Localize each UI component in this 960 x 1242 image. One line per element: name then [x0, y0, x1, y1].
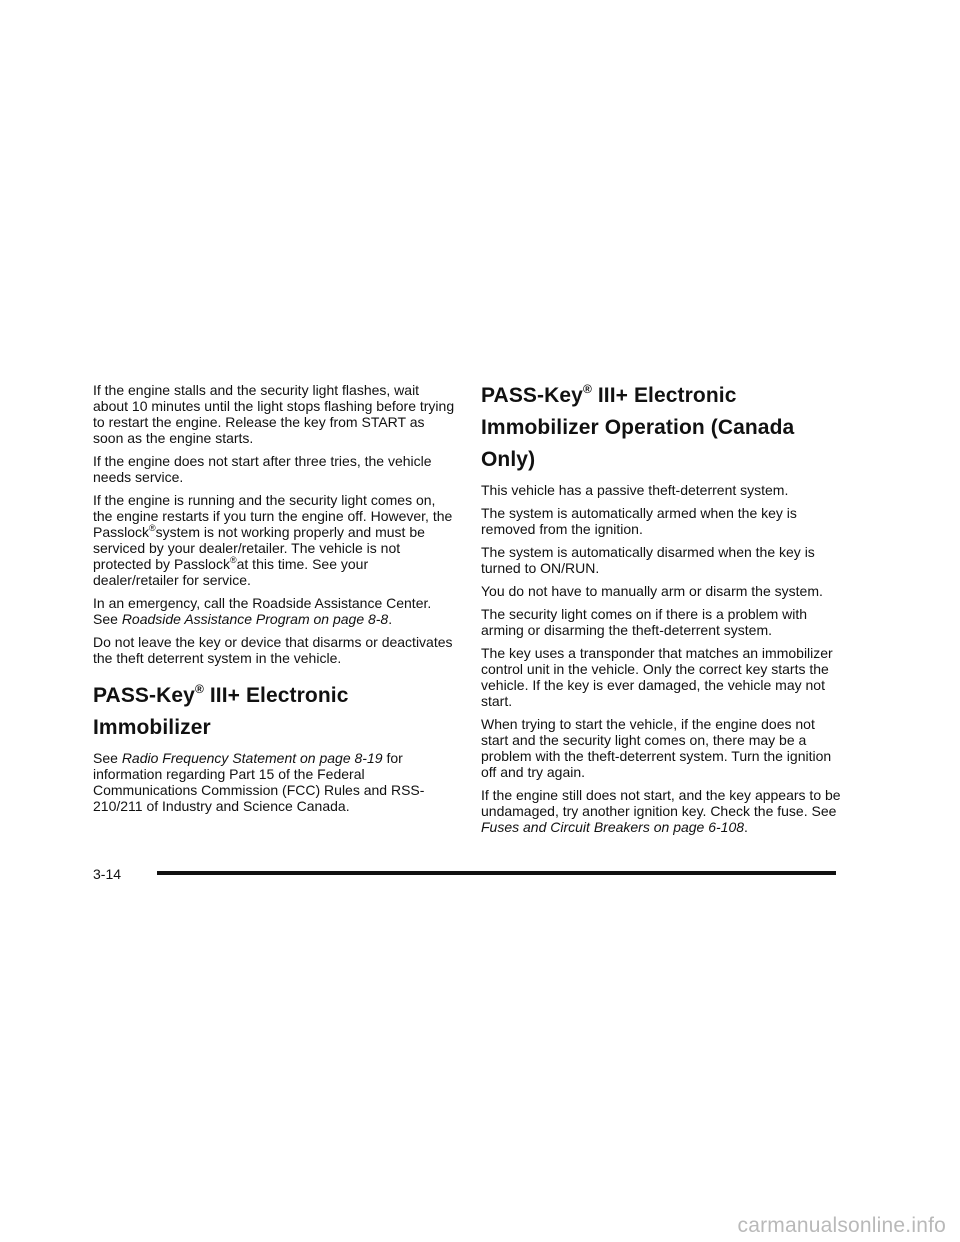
paragraph-auto-disarmed: The system is automatically disarmed when the key is turned to ON/RUN. [481, 544, 815, 576]
section-heading-immobilizer-operation [481, 380, 843, 476]
right-column [481, 380, 843, 842]
page-number: 3-14 [93, 866, 122, 882]
text-part: . [388, 611, 393, 627]
text-part: If the engine still does not start, and the key appears to be undamaged, try another ignition key. Check the fuse. See [481, 787, 841, 819]
text-part: at this time. See your dealer/retailer for service. [93, 556, 369, 588]
heading-part: PASS-Key [481, 384, 583, 407]
paragraph-passive-system: This vehicle has a passive theft-deterrent system. [481, 482, 789, 498]
text-part: If the engine is running and the security light comes on, the engine restarts if you turn the engine off. However, the Passlock [93, 492, 453, 540]
paragraph-still-does-not-start [481, 787, 843, 835]
footer-rule [157, 871, 836, 875]
registered-mark: ® [582, 382, 592, 396]
text-part: In an emergency, call the Roadside Assistance Center. See [93, 595, 432, 627]
fuses-circuit-breakers-link[interactable]: Fuses and Circuit Breakers on page 6-108 [481, 819, 745, 835]
registered-mark: ® [229, 555, 237, 565]
paragraph-auto-armed: The system is automatically armed when the key is removed from the ignition. [481, 505, 797, 537]
paragraph-do-not-leave-key: Do not leave the key or device that disarms or deactivates the theft deterrent system in the vehicle. [93, 634, 453, 666]
heading-part: III+ Electronic Immobilizer Operation (Canada Only) [481, 384, 795, 471]
paragraph-security-light-problem: The security light comes on if there is a problem with arming or disarming the theft-deterrent system. [481, 606, 808, 638]
text-part: system is not working properly and must be serviced by your dealer/retailer. The vehicle is not protected by Passlock [93, 524, 425, 572]
text-part: for information regarding Part 15 of the Federal Communications Commission (FCC) Rules and RSS-210/211 of Industry and Science Canada. [93, 750, 425, 814]
text-part: . [744, 819, 748, 835]
heading-part: III+ Electronic Immobilizer [93, 684, 349, 739]
text-part: See [93, 750, 118, 766]
radio-frequency-link[interactable]: Radio Frequency Statement on page 8-19 [121, 750, 383, 766]
paragraph-trying-to-start: When trying to start the vehicle, if the engine does not start and the security light comes on, there may be a problem with the theft-deterrent system. Turn the ignition off and try again. [481, 716, 832, 780]
paragraph-transponder: The key uses a transponder that matches an immobilizer control unit in the vehicle. Only the correct key starts the vehicle. If the key is ever damaged, the vehicle may not start. [481, 645, 833, 709]
roadside-assistance-link[interactable]: Roadside Assistance Program on page 8-8 [121, 611, 389, 627]
registered-mark: ® [149, 523, 156, 533]
paragraph-no-manual-arm: You do not have to manually arm or disarm the system. [481, 583, 823, 599]
registered-mark: ® [194, 682, 204, 696]
left-column [93, 382, 455, 821]
paragraph-radio-frequency [93, 750, 455, 814]
paragraph-emergency [93, 595, 455, 627]
paragraph-engine-stalls: If the engine stalls and the security light flashes, wait about 10 minutes until the light stops flashing before trying to restart the engine. Release the key from START as soon as the engine starts. [93, 382, 455, 446]
paragraph-three-tries: If the engine does not start after three tries, the vehicle needs service. [93, 453, 432, 485]
section-heading-immobilizer [93, 680, 455, 744]
paragraph-security-light-on [93, 492, 455, 588]
heading-part: PASS-Key [93, 684, 195, 707]
watermark: carmanualsonline.info [737, 1214, 946, 1237]
